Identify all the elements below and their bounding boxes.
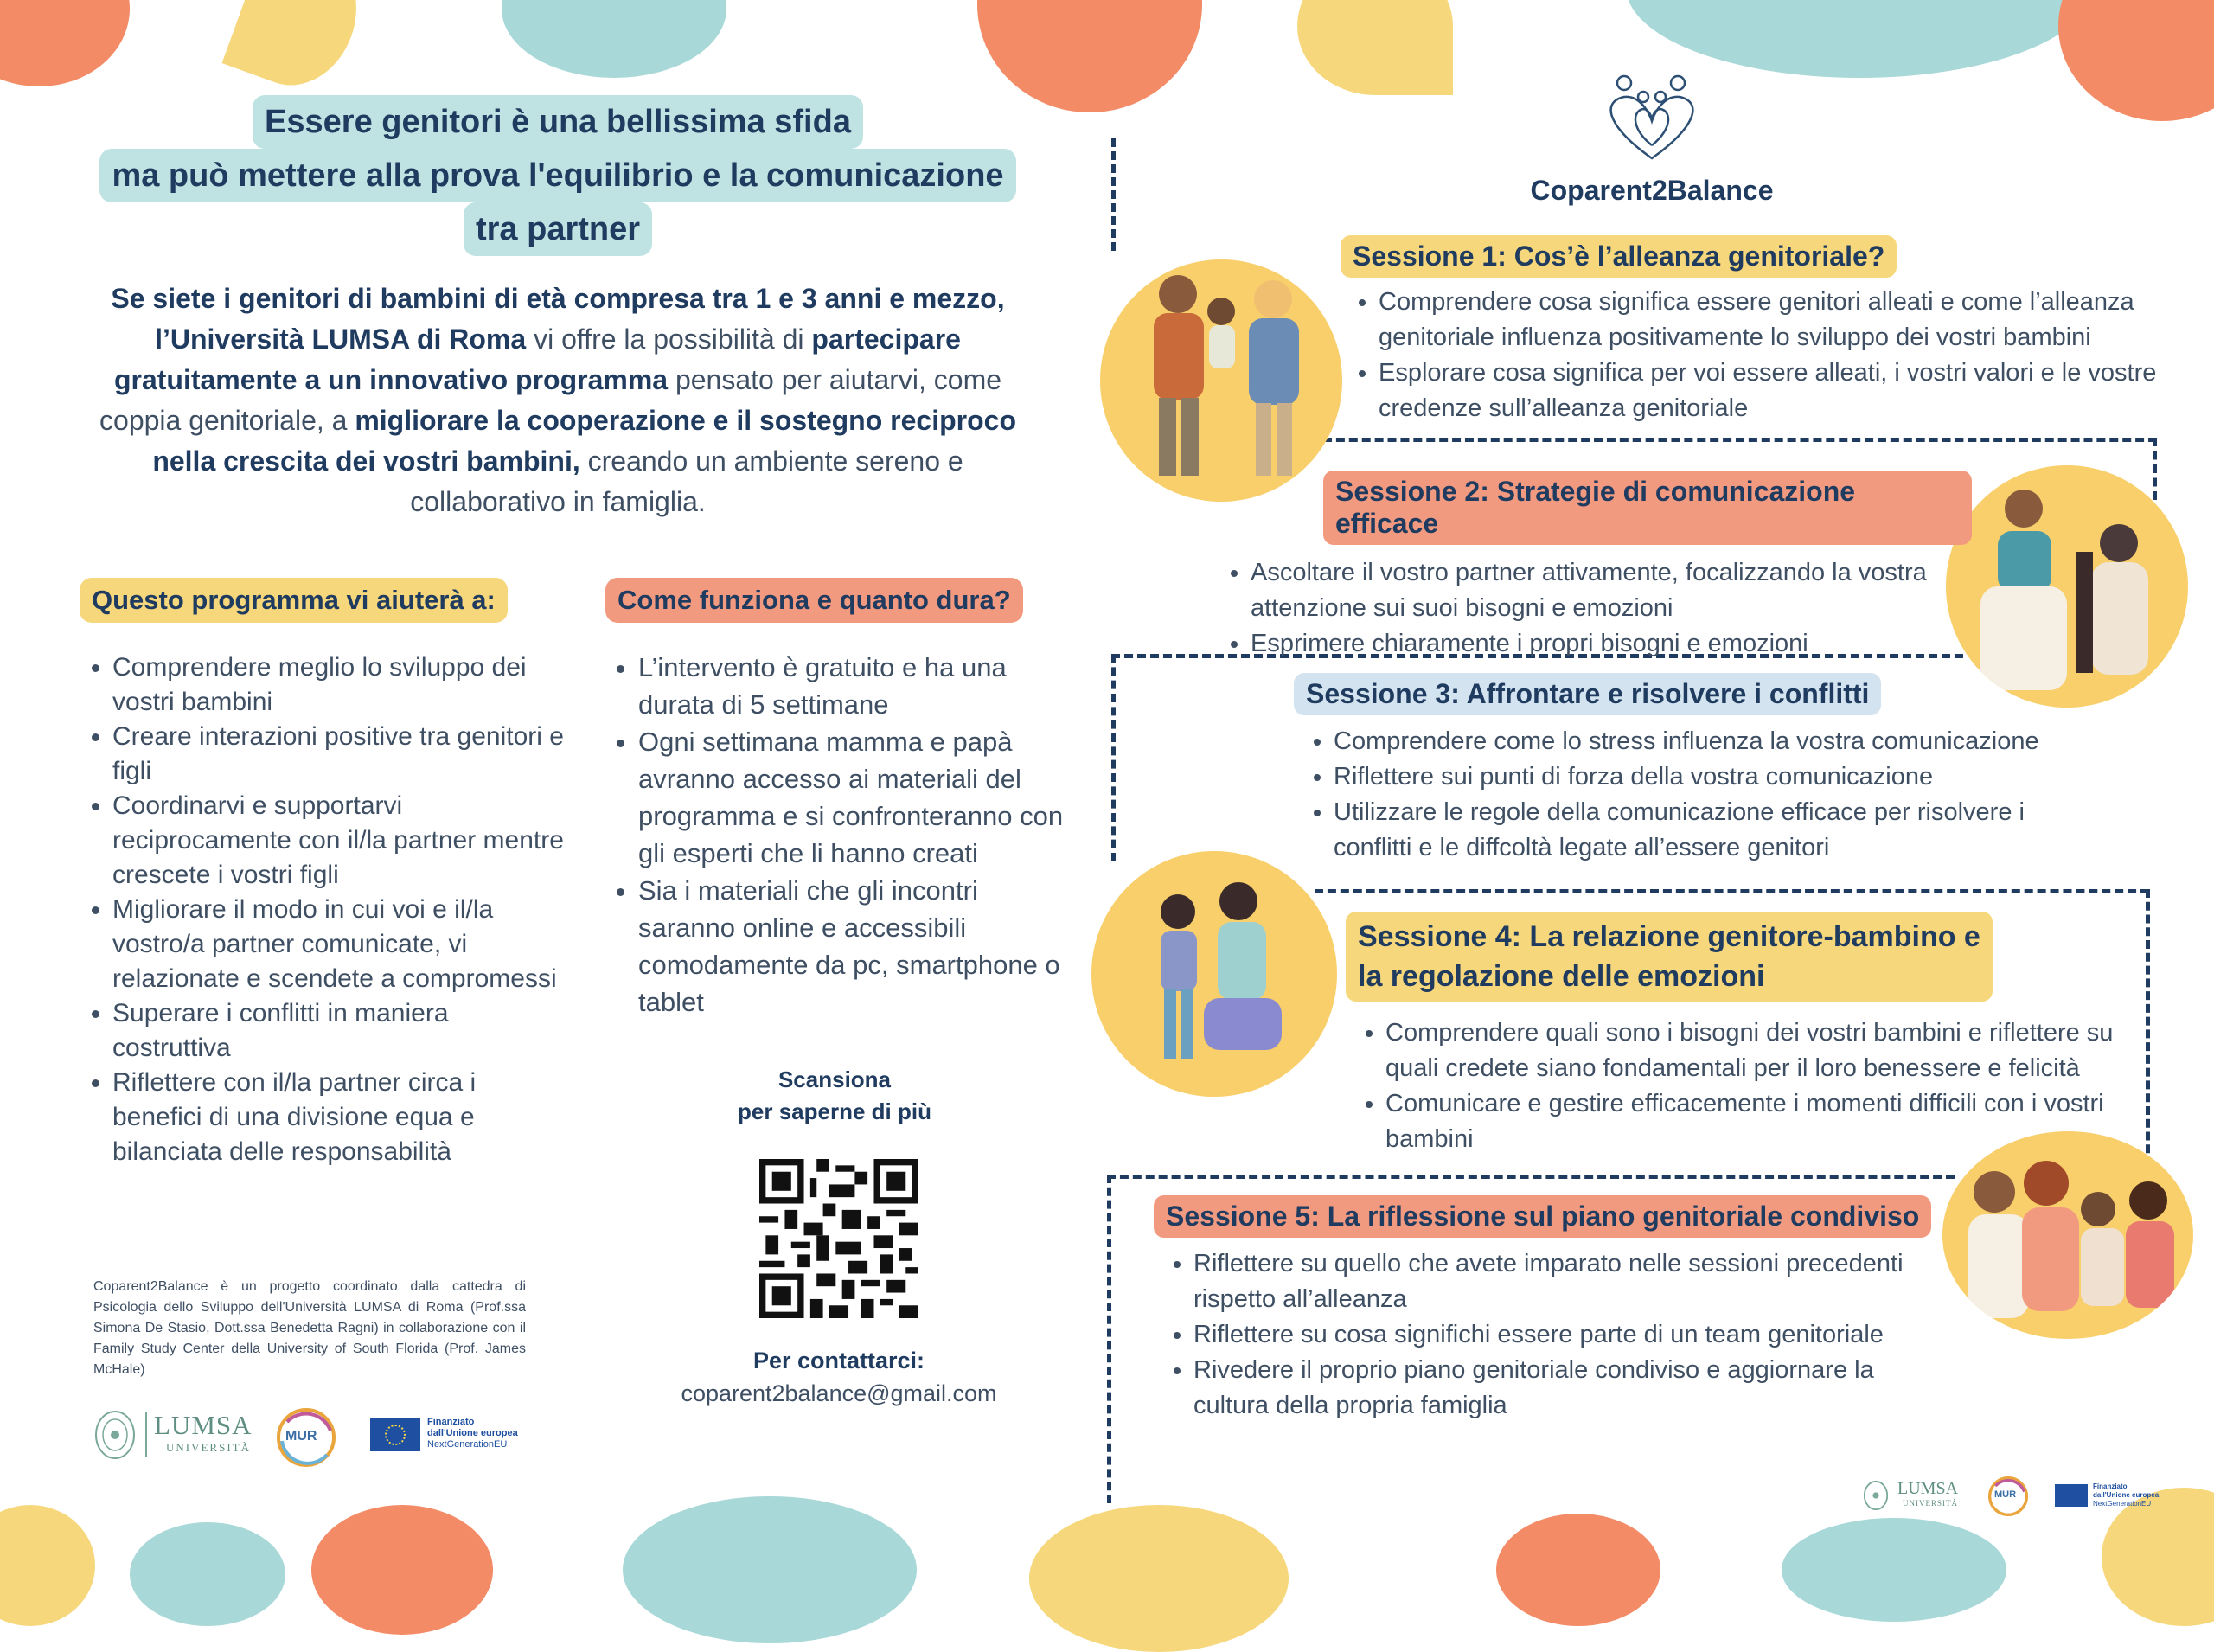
- session-list: [1341, 285, 2162, 426]
- session-2: [1211, 471, 1972, 662]
- session-list: [1211, 555, 1994, 662]
- list-item: • Creare interazioni positive tra genitori e figli: [112, 720, 564, 789]
- how-list: [605, 649, 1072, 1021]
- list-item: • Esplorare cosa significa per voi essere alleati, i vostri valori e le vostre credenze sull’alleanza genitoriale: [1379, 355, 2162, 426]
- intro-text: vi offre la possibilità di: [526, 323, 812, 355]
- logo-strip-small: [1863, 1476, 2174, 1515]
- lumsa-logo-sub: UNIVERSITÀ: [166, 1441, 251, 1454]
- decor-blob: [623, 1496, 917, 1643]
- list-item: • Riflettere con il/la partner circa i benefici di una divisione equa e bilanciata delle responsabilità: [112, 1066, 564, 1169]
- intro-bold: Se siete i genitori di bambini di età compresa tra 1 e 3 anni e mezzo,: [111, 283, 1005, 314]
- intro-bold: partecipare: [811, 323, 961, 355]
- list-item: • L’intervento è gratuito e ha una durata di 5 settimane: [638, 649, 1072, 723]
- list-item: • Comprendere cosa significa essere genitori alleati e come l’alleanza genitoriale influenza positivamente lo sviluppo dei vostri bambini: [1379, 285, 2162, 355]
- benefits-section: [80, 578, 564, 1169]
- list-item: • Rivedere il proprio piano genitoriale condiviso e aggiornare la cultura della propria famiglia: [1193, 1353, 1937, 1424]
- qr-caption-line: Scansiona: [777, 1066, 892, 1092]
- mother-child-illustration: [1091, 851, 1337, 1097]
- dashed-path: [1111, 138, 1116, 251]
- headline-line-2: ma può mettere alla prova l'equilibrio e la comunicazione: [99, 149, 1015, 202]
- session-list: [1294, 724, 2077, 866]
- eu-line: Finanziato: [427, 1417, 475, 1427]
- divider: [145, 1412, 147, 1457]
- list-item: • Comprendere quali sono i bisogni dei vostri bambini e riflettere su quali credete siano fondamentali per il loro benessere e felicità: [1385, 1015, 2147, 1086]
- benefits-title: Questo programma vi aiuterà a:: [80, 578, 508, 623]
- qr-code-icon[interactable]: [759, 1159, 918, 1318]
- decor-blob: [502, 0, 726, 78]
- session-title: Sessione 3: Affrontare e risolvere i conflitti: [1294, 673, 1881, 715]
- decor-blob: [0, 0, 130, 86]
- illustration-art: [1091, 851, 1337, 1097]
- session-title-line: la regolazione delle emozioni: [1358, 960, 1765, 993]
- headline-line-1: Essere genitori è una bellissima sfida: [253, 95, 863, 149]
- list-item: • Migliorare il modo in cui voi e il/la vostro/a partner comunicate, vi relazionate e scendete a compromessi: [112, 893, 564, 996]
- session-list: [1346, 1015, 2147, 1157]
- decor-blob: [0, 1505, 95, 1626]
- lumsa-logo-text: LUMSA: [154, 1410, 253, 1440]
- list-item: • Riflettere su cosa significhi essere parte di un team genitoriale: [1193, 1317, 1937, 1353]
- family-swinging-child-illustration: [1100, 259, 1342, 502]
- mur-logo-text: MUR: [285, 1429, 317, 1444]
- decor-blob: [1496, 1514, 1660, 1626]
- contact-label: Per contattarci:: [752, 1348, 925, 1373]
- lumsa-logo-text: LUMSA: [1897, 1479, 1959, 1498]
- decor-blob: [1782, 1518, 2006, 1622]
- intro-bold: nella crescita dei vostri bambini,: [152, 445, 580, 477]
- headline: [69, 95, 1046, 256]
- list-item: • Riflettere su quello che avete imparato nelle sessioni precedenti rispetto all’alleanza: [1193, 1246, 1937, 1317]
- intro-text: pensato per aiutarvi, come: [668, 364, 1002, 395]
- dashed-path: [2153, 438, 2157, 500]
- family-heart-logo-icon: [1591, 67, 1712, 168]
- decor-blob: [311, 1505, 493, 1635]
- contact-email-link[interactable]: coparent2balance@gmail.com: [681, 1380, 997, 1406]
- session-title: Sessione 2: Strategie di comunicazione efficace: [1323, 471, 1972, 545]
- eu-flag-icon: [2055, 1484, 2088, 1507]
- headline-line-3: tra partner: [464, 202, 652, 256]
- list-item: • Sia i materiali che gli incontri saranno online e accessibili comodamente da pc, smartphone o tablet: [638, 872, 1072, 1021]
- list-item: • Ogni settimana mamma e papà avranno accesso ai materiali del programma e si confronteranno con gli esperti che li hanno creati: [638, 723, 1072, 872]
- list-item: • Riflettere sui punti di forza della vostra comunicazione: [1334, 759, 2077, 795]
- intro-text: creando un ambiente sereno e: [579, 445, 963, 477]
- session-title-line: Sessione 4: La relazione genitore-bambino e: [1358, 920, 1980, 953]
- dashed-path: [1107, 1175, 1111, 1503]
- lumsa-crest-icon: [93, 1410, 137, 1460]
- logo-strip: [93, 1406, 543, 1463]
- eu-line: Finanziato: [2093, 1482, 2128, 1490]
- eu-line: NextGenerationEU: [427, 1439, 508, 1450]
- session-title: Sessione 5: La riflessione sul piano genitoriale condiviso: [1154, 1195, 1931, 1238]
- session-1: [1341, 235, 2162, 426]
- family-hug-illustration: [1942, 1131, 2193, 1339]
- eu-line: dall'Unione europea: [427, 1428, 518, 1438]
- decor-leaf: [1297, 0, 1453, 95]
- decor-blob: [1626, 0, 2093, 78]
- intro-paragraph: [69, 279, 1046, 522]
- mur-logo-text: MUR: [1994, 1489, 2017, 1500]
- eu-flag-icon: [370, 1418, 420, 1451]
- dashed-path: [1111, 654, 1116, 861]
- how-section: [605, 578, 1072, 1021]
- lumsa-logo-sub: UNIVERSITÀ: [1903, 1499, 1958, 1508]
- session-title: Sessione 1: Cos’è l’alleanza genitoriale?: [1341, 235, 1897, 278]
- intro-bold: migliorare la cooperazione e il sostegno reciproco: [355, 405, 1016, 436]
- session-4: [1346, 912, 2124, 1157]
- eu-funding-text: [427, 1417, 518, 1450]
- illustration-art: [1942, 1131, 2193, 1339]
- dashed-path: [1315, 889, 2149, 893]
- list-item: • Esprimere chiaramente i propri bisogni e emozioni: [1251, 626, 1994, 662]
- intro-text: coppia genitoriale, a: [99, 405, 355, 436]
- list-item: • Utilizzare le regole della comunicazione efficace per risolvere i conflitti e le diffcoltà legate all’essere genitori: [1334, 795, 2077, 866]
- list-item: • Coordinarvi e supportarvi reciprocamente con il/la partner mentre crescete i vostri figli: [112, 789, 564, 893]
- dashed-path: [1323, 438, 2157, 442]
- list-item: • Comunicare e gestire efficacemente i momenti difficili con i vostri bambini: [1385, 1086, 2147, 1157]
- intro-text: collaborativo in famiglia.: [410, 486, 706, 517]
- list-item: • Comprendere come lo stress influenza la vostra comunicazione: [1334, 724, 2077, 759]
- list-item: • Comprendere meglio lo sviluppo dei vostri bambini: [112, 650, 564, 720]
- decor-blob: [130, 1522, 285, 1626]
- session-5: [1154, 1195, 1949, 1424]
- eu-funding-text: [2093, 1482, 2159, 1508]
- dashed-path: [1107, 1175, 1955, 1179]
- qr-caption: [683, 1064, 986, 1128]
- eu-line: dall'Unione europea: [2093, 1491, 2160, 1499]
- illustration-art: [1100, 259, 1342, 502]
- decor-leaf: [222, 0, 375, 101]
- credits-text: Coparent2Balance è un progetto coordinato dalla cattedra di Psicologia dello Sviluppo dell'Università LUMSA di Roma (Prof.ssa Simona De Stasio, Dott.ssa Benedetta Ragni) in collaborazione con il Family Study Center della University of South Florida (Prof. James McHale): [93, 1279, 526, 1377]
- list-item: • Superare i conflitti in maniera costruttiva: [112, 996, 564, 1066]
- list-item: • Ascoltare il vostro partner attivamente, focalizzando la vostra attenzione sui suoi bisogni e emozioni: [1251, 555, 1994, 626]
- decor-blob: [2058, 0, 2214, 121]
- session-title: [1346, 912, 1993, 1002]
- benefits-list: [80, 650, 564, 1169]
- session-list: [1154, 1246, 1937, 1424]
- intro-bold: gratuitamente a un innovativo programma: [113, 364, 669, 395]
- session-3: [1294, 673, 2072, 866]
- qr-caption-line: per saperne di più: [738, 1098, 931, 1124]
- decor-blob: [1029, 1505, 1289, 1652]
- intro-bold: l’Università LUMSA di Roma: [155, 323, 527, 355]
- lumsa-crest-icon: [1863, 1479, 1889, 1512]
- contact: [605, 1344, 1072, 1410]
- how-title: Come funziona e quanto dura?: [605, 578, 1023, 623]
- eu-line: NextGenerationEU: [2093, 1500, 2152, 1508]
- brand-name: Coparent2Balance: [1530, 175, 1774, 206]
